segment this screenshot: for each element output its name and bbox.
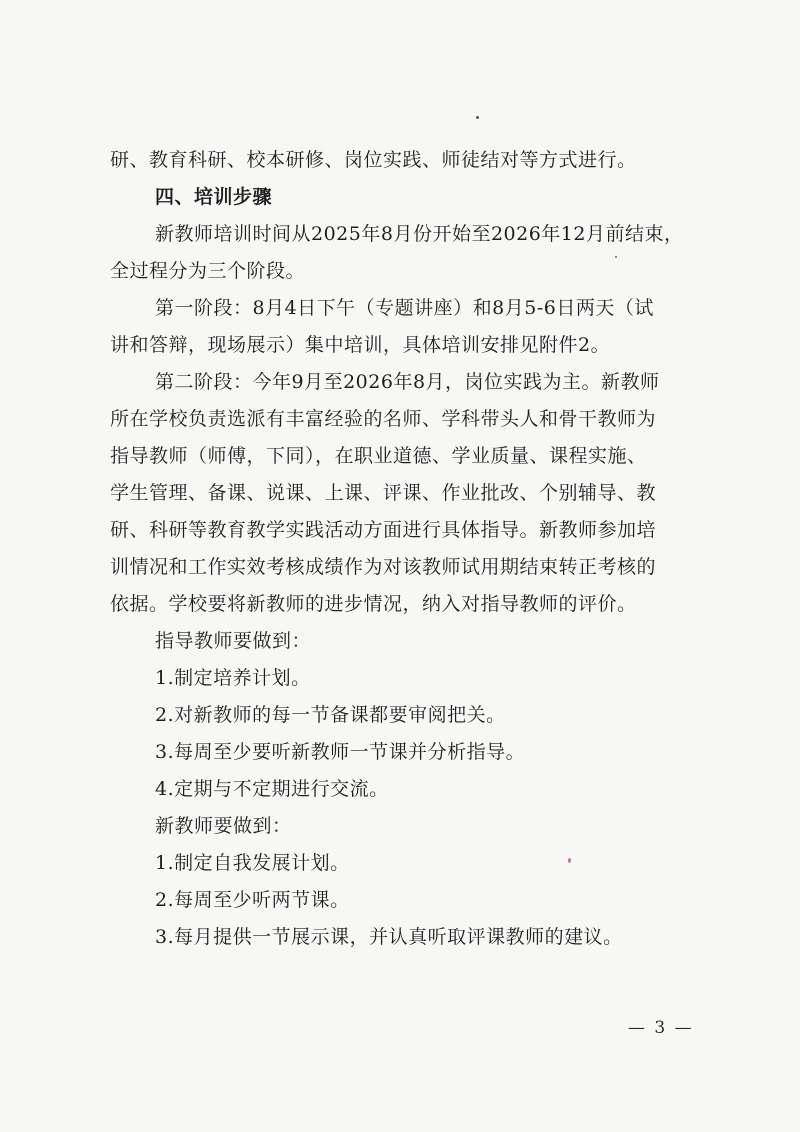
scan-speck [568,858,571,863]
text-line: 所在学校负责选派有丰富经验的名师、学科带头人和骨干教师为 [110,408,657,430]
text-line: 学生管理、备课、说课、上课、评课、作业批改、个别辅导、教 [110,482,657,504]
section-heading: 四、培训步骤 [155,186,273,208]
scan-speck [476,116,479,119]
text-line: 讲和答辩，现场展示）集中培训，具体培训安排见附件2。 [110,334,611,356]
document-body [110,142,722,956]
text-line: 3.每周至少要听新教师一节课并分析指导。 [155,741,526,763]
text-line: 3.每月提供一节展示课，并认真听取评课教师的建议。 [155,926,623,948]
text-line: 指导教师要做到： [155,630,312,652]
page-number: — 3 — [628,1018,694,1038]
text-line: 2.每周至少听两节课。 [155,889,350,911]
text-line: 2.对新教师的每一节备课都要审阅把关。 [155,704,506,726]
text-line: 指导教师（师傅，下同），在职业道德、学业质量、课程实施、 [110,445,647,467]
text-line: 依据。学校要将新教师的进步情况，纳入对指导教师的评价。 [110,593,637,615]
text-line: 4.定期与不定期进行交流。 [155,778,389,800]
text-line: 全过程分为三个阶段。 [110,260,306,282]
scan-speck [615,256,617,258]
text-line: 新教师要做到： [155,815,292,837]
text-line: 第一阶段：8月4日下午（专题讲座）和8月5-6日两天（试 [155,297,654,319]
text-line: 1.制定培养计划。 [155,667,311,689]
text-line: 新教师培训时间从2025年8月份开始至2026年12月前结束， [155,223,684,245]
text-line: 第二阶段：今年9月至2026年8月，岗位实践为主。新教师 [155,371,660,393]
text-line: 研、科研等教育教学实践活动方面进行具体指导。新教师参加培 [110,519,657,541]
text-line: 1.制定自我发展计划。 [155,852,350,874]
text-line: 训情况和工作实效考核成绩作为对该教师试用期结束转正考核的 [110,556,657,578]
text-line: 研、教育科研、校本研修、岗位实践、师徒结对等方式进行。 [110,149,637,171]
